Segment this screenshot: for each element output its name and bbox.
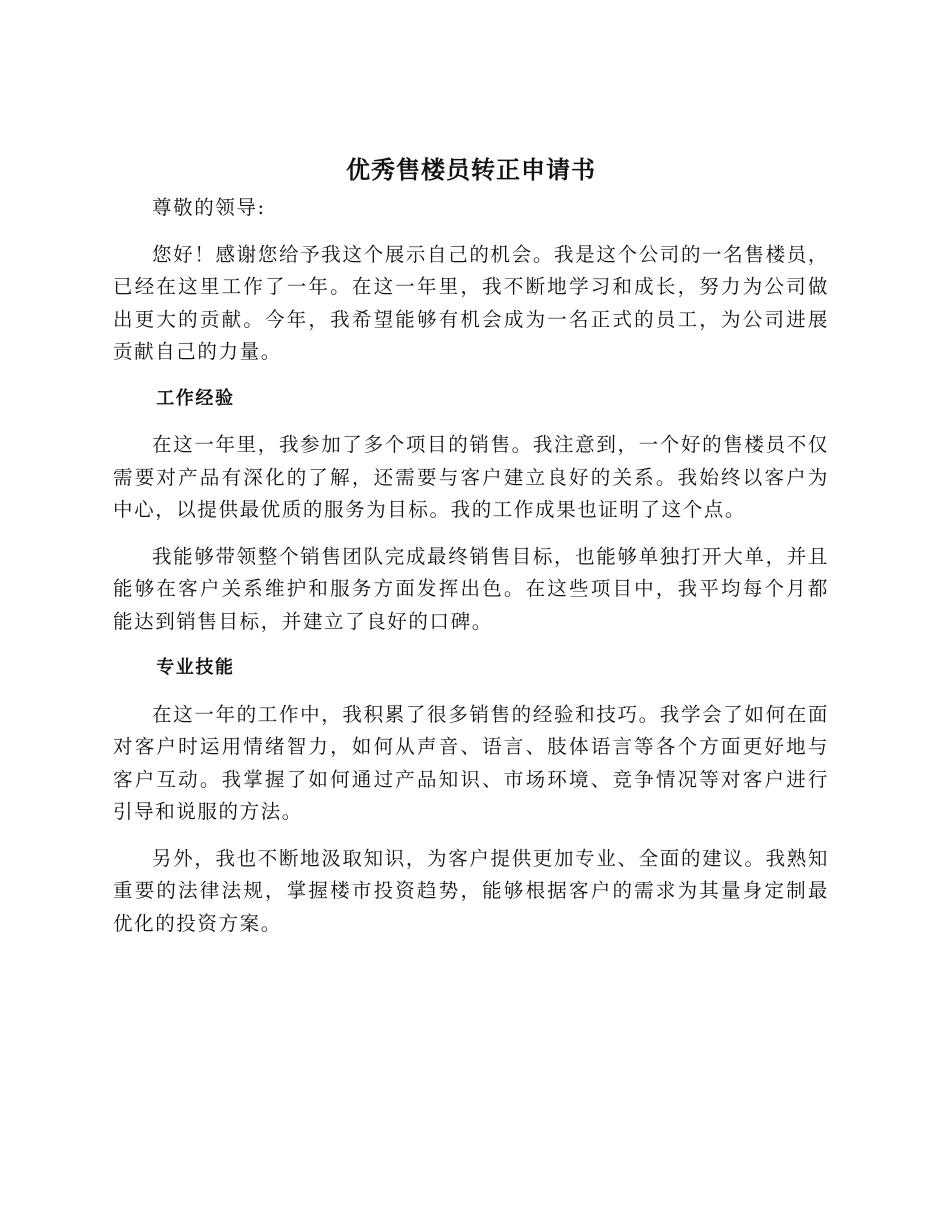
work-experience-paragraph-1: 在这一年里，我参加了多个项目的销售。我注意到，一个好的售楼员不仅需要对产品有深化的了解，还需要与客户建立良好的关系。我始终以客户为中心，以提供最优质的服务为目标。我的工作成果也证明了这个点。	[113, 433, 829, 521]
work-experience-paragraph-2: 我能够带领整个销售团队完成最终销售目标，也能够单独打开大单，并且能够在客户关系维护和服务方面发挥出色。在这些项目中，我平均每个月都能达到销售目标，并建立了良好的口碑。	[113, 544, 829, 633]
professional-skills-paragraph-1: 在这一年的工作中，我积累了很多销售的经验和技巧。我学会了如何在面对客户时运用情绪智力，如何从声音、语言、肢体语言等各个方面更好地与客户互动。我掌握了如何通过产品知识、市场环境、竞争情况等对客户进行引导和说服的方法。	[113, 702, 829, 823]
intro-paragraph: 您好！感谢您给予我这个展示自己的机会。我是这个公司的一名售楼员，已经在这里工作了一年。在这一年里，我不断地学习和成长，努力为公司做出更大的贡献。今年，我希望能够有机会成为一名正式的员工，为公司进展贡献自己的力量。	[113, 242, 829, 363]
salutation: 尊敬的领导:	[152, 196, 266, 219]
section-heading-work-experience: 工作经验	[156, 387, 235, 409]
document-body	[113, 150, 829, 940]
professional-skills-paragraph-2: 另外，我也不断地汲取知识，为客户提供更加专业、全面的建议。我熟知重要的法律法规，掌握楼市投资趋势，能够根据客户的需求为其量身定制最优化的投资方案。	[113, 846, 829, 935]
section-heading-professional-skills: 专业技能	[156, 657, 235, 678]
document-title: 优秀售楼员转正申请书	[346, 156, 596, 184]
